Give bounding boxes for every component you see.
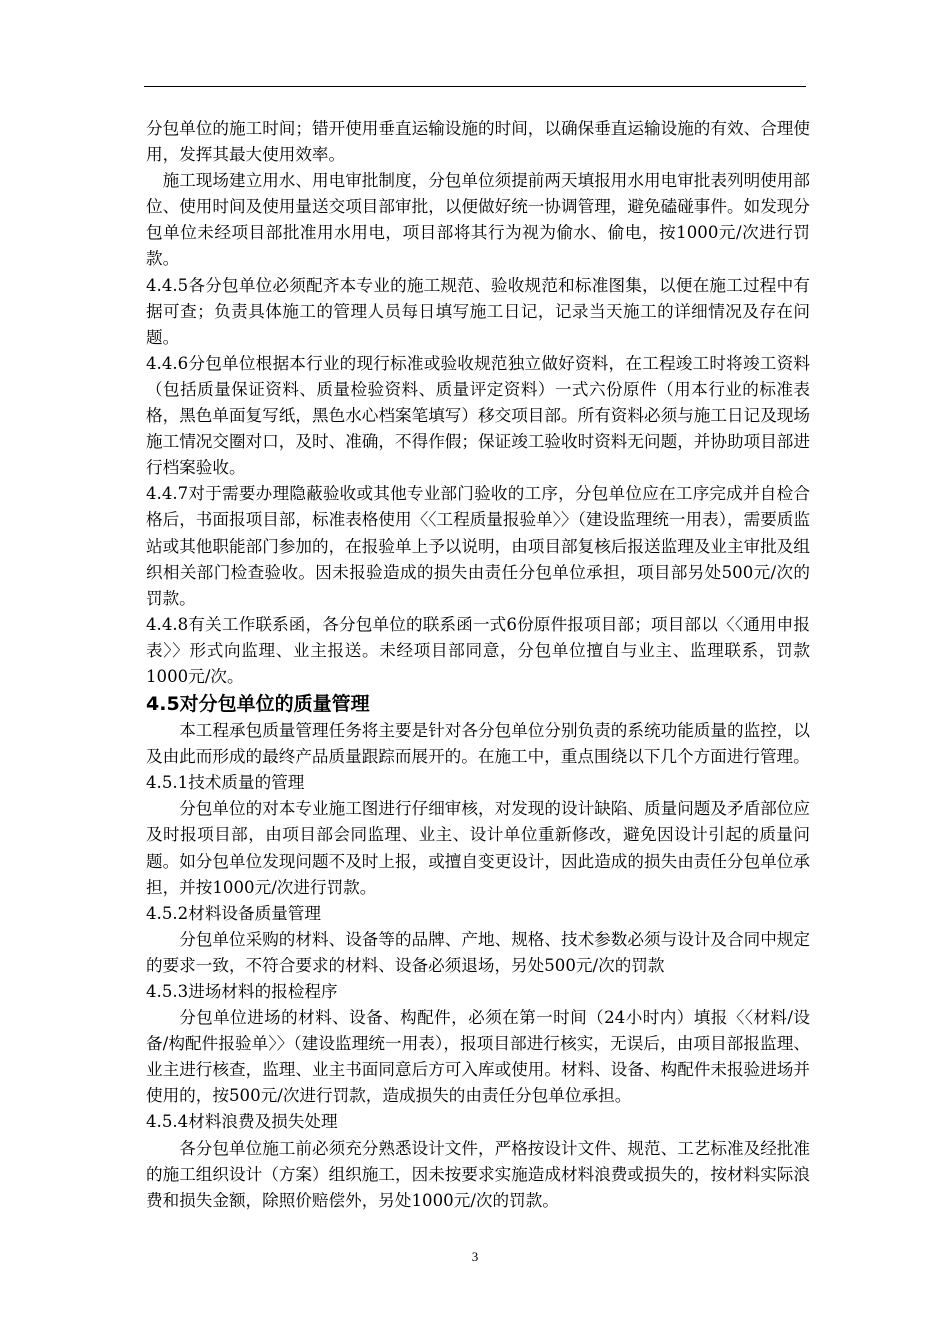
paragraph: 4.4.6分包单位根据本行业的现行标准或验收规范独立做好资料，在工程竣工时将竣工资料（包括质量保证资料、质量检验资料、质量评定资料）一式六份原件（用本行业的标准表格，黑色单面复写纸，黑色水心档案笔填写）移交项目部。所有资料必须与施工日记及现场施工情况交圈对口，及时、准确，不得作假；保证竣工验收时资料无问题，并协助项目部进行档案验收。 [146,353,810,478]
subsection-heading: 4.5.2材料设备质量管理 [146,903,321,923]
page-number: 3 [471,1249,479,1264]
paragraph: 分包单位采购的材料、设备等的品牌、产地、规格、技术参数必须与设计及合同中规定的要求一致，不符合要求的材料、设备必须退场，另处500元/次的罚款 [146,929,810,975]
paragraph: 4.4.8有关工作联系函，各分包单位的联系函一式6份原件报项目部；项目部以〈〈通用申报表〉〉形式向监理、业主报送。未经项目部同意，分包单位擅自与业主、监理联系，罚款1000元/次。 [146,614,810,686]
page-content [146,116,810,1214]
paragraph: 施工现场建立用水、用电审批制度，分包单位须提前两天填报用水用电审批表列明使用部位、使用时间及使用量送交项目部审批，以便做好统一协调管理，避免磕碰事件。如发现分包单位未经项目部批准用水用电，项目部将其行为视为偷水、偷电，按1000元/次进行罚款。 [146,171,810,269]
header-rule [144,86,806,87]
paragraph: 4.4.7对于需要办理隐蔽验收或其他专业部门验收的工序，分包单位应在工序完成并自检合格后，书面报项目部，标准表格使用〈〈工程质量报验单〉〉（建设监理统一用表），需要质监站或其他职能部门参加的，在报验单上予以说明，由项目部复核后报送监理及业主审批及组织相关部门检查验收。因未报验造成的损失由责任分包单位承担，项目部另处500元/次的罚款。 [146,484,810,608]
subsection-heading: 4.5.4材料浪费及损失处理 [146,1112,338,1132]
subsection-heading: 4.5.1技术质量的管理 [146,773,305,793]
subsection-heading: 4.5.3进场材料的报检程序 [146,982,338,1001]
paragraph: 分包单位的施工时间；错开使用垂直运输设施的时间，以确保垂直运输设施的有效、合理使用，发挥其最大使用效率。 [146,119,810,165]
paragraph: 分包单位的对本专业施工图进行仔细审核，对发现的设计缺陷、质量问题及矛盾部位应及时报项目部，由项目部会同监理、业主、设计单位重新修改，避免因设计引起的质量问题。如分包单位发现问题不及时上报，或擅自变更设计，因此造成的损失由责任分包单位承担，并按1000元/次进行罚款。 [146,799,810,897]
section-heading: 4.5对分包单位的质量管理 [146,693,370,716]
paragraph: 4.4.5各分包单位必须配齐本专业的施工规范、验收规范和标准图集，以便在施工过程中有据可查；负责具体施工的管理人员每日填写施工日记，记录当天施工的详细情况及存在问题。 [146,275,810,347]
paragraph: 本工程承包质量管理任务将主要是针对各分包单位分别负责的系统功能质量的监控，以及由此而形成的最终产品质量跟踪而展开的。在施工中，重点围绕以下几个方面进行管理。 [146,721,810,767]
paragraph: 各分包单位施工前必须充分熟悉设计文件，严格按设计文件、规范、工艺标准及经批准的施工组织设计（方案）组织施工，因未按要求实施造成材料浪费或损失的，按材料实际浪费和损失金额，除照价赔偿外，另处1000元/次的罚款。 [146,1138,810,1210]
paragraph: 分包单位进场的材料、设备、构配件，必须在第一时间（24小时内）填报〈〈材料/设备/构配件报验单〉〉（建设监理统一用表），报项目部进行核实，无误后，由项目部报监理、业主进行核查，监理、业主书面同意后方可入库或使用。材料、设备、构配件未报验进场并使用的，按500元/次进行罚款，造成损失的由责任分包单位承担。 [146,1008,810,1106]
